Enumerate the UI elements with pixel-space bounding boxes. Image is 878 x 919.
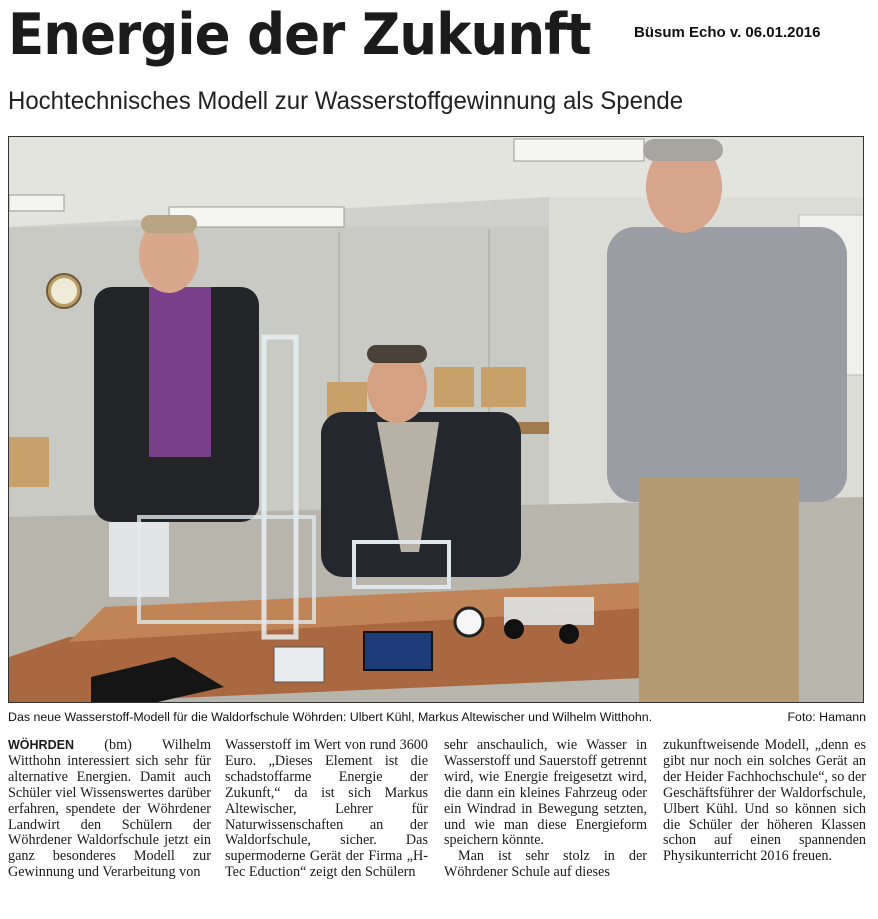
- article-column-3-text: sehr anschaulich, wie Wasser in Wasserstoff und Sauerstoff getrennt wird, wie Energie freigesetzt wird, die dann ein kleines Fahrzeug oder ein Windrad in Bewegung setzten, und wie man diese Energieform speichern könnte.: [444, 737, 647, 849]
- dateline: WÖHRDEN: [8, 738, 74, 752]
- caption-text: Das neue Wasserstoff-Modell für die Waldorfschule Wöhrden: Ulbert Kühl, Markus Altewischer und Wilhelm Witthohn.: [8, 710, 653, 724]
- article-column-2: [225, 738, 428, 881]
- article-column-4: [663, 738, 866, 865]
- headline: Energie der Zukunft: [8, 2, 591, 68]
- photo-classroom-hydrogen-model: [9, 137, 864, 703]
- article-column-3: [444, 738, 647, 881]
- article-column-2-text: Wasserstoff im Wert von rund 3600 Euro. „Dieses Element ist die schadstoffarme Energie der Zukunft,“ da ist sich Markus Altewischer, Lehrer für Naturwissenschaften an der Waldorfschule, sicher. Das supermoderne Gerät der Firma „H-Tec Eduction“ zeigt den Schülern: [225, 737, 428, 881]
- article-column-1: [8, 738, 211, 881]
- article-photo: [8, 136, 864, 703]
- photo-caption: [8, 710, 866, 724]
- photo-credit: Foto: Hamann: [787, 710, 866, 724]
- source-line: Büsum Echo v. 06.01.2016: [634, 24, 821, 41]
- article-body: [8, 738, 866, 914]
- article-column-3-paragraph-2: Man ist sehr stolz in der Wöhrdener Schule auf dieses: [444, 848, 647, 881]
- article-column-1-text: (bm) Wilhelm Witthohn interessiert sich sehr für alternative Energien. Damit auch Schüler viel Wissenswertes darüber erfahren, spendete der Wöhrdener Landwirt den Schülern der Wöhrdener Waldorfschule jetzt ein ganz besonderes Modell zur Gewinnung und Verarbeitung von: [8, 737, 211, 881]
- subheadline: Hochtechnisches Modell zur Wasserstoffgewinnung als Spende: [8, 87, 684, 115]
- article-column-4-text: zukunftweisende Modell, „denn es gibt nur noch ein solches Gerät an der Heider Fachhochschule“, so der Geschäftsführer der Waldorfschule, Ulbert Kühl. Und so können sich die Schüler der höheren Klassen schon auf einen spannenden Physikunterricht 2016 freuen.: [663, 737, 866, 865]
